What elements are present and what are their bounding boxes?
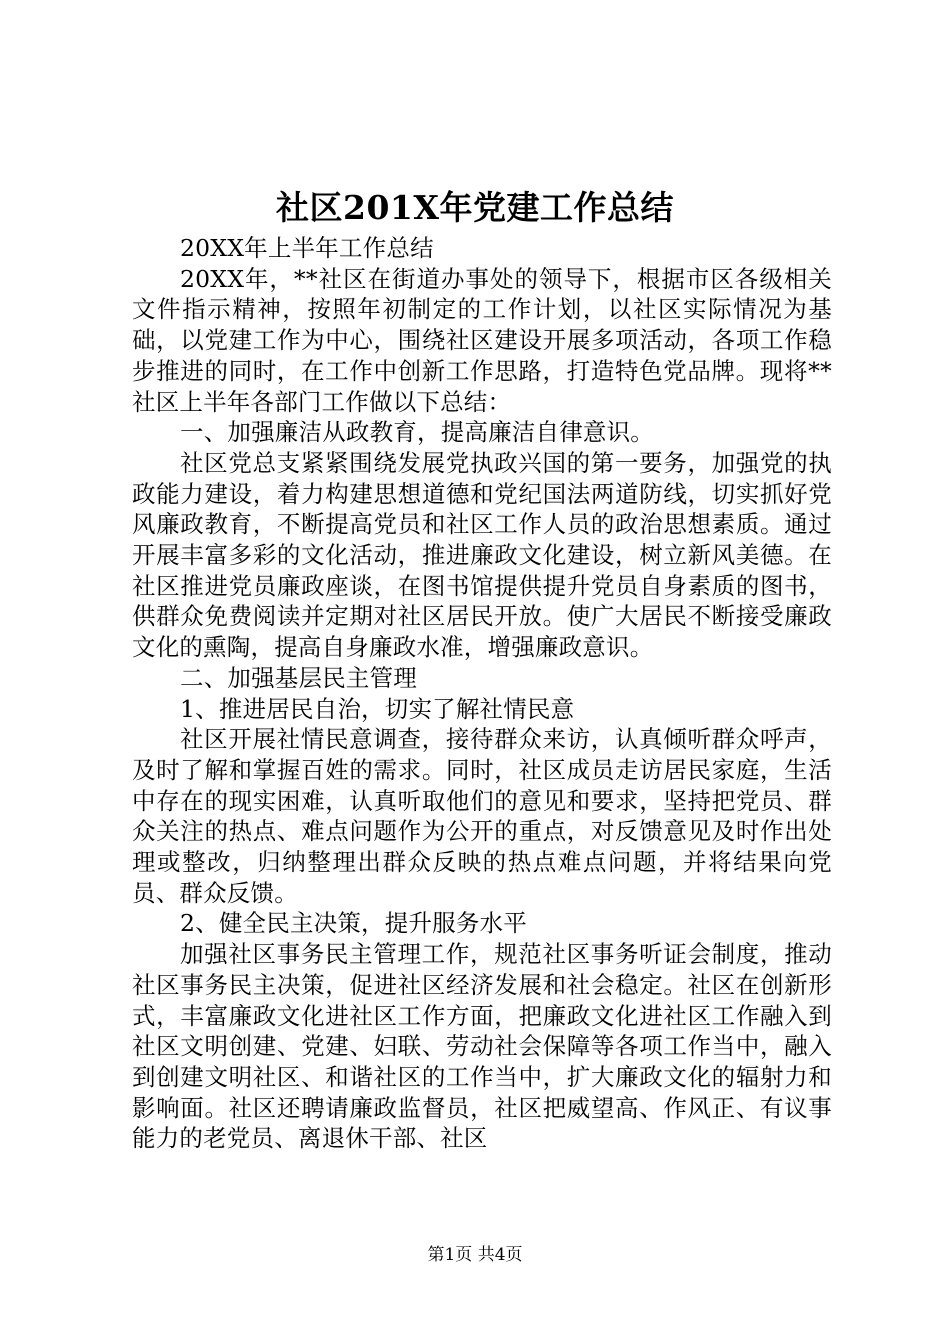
paragraph-intro: 20XX年，**社区在街道办事处的领导下，根据市区各级相关文件指示精神，按照年初制定的工作计划，以社区实际情况为基础，以党建工作为中心，围绕社区建设开展多项活动，各项工作稳步推进的同时，在工作中创新工作思路，打造特色党品牌。现将**社区上半年各部门工作做以下总结：: [132, 264, 832, 416]
document-title: 社区201X年党建工作总结: [276, 188, 674, 227]
paragraph-section-1: 社区党总支紧紧围绕发展党执政兴国的第一要务，加强党的执政能力建设，着力构建思想道德和党纪国法两道防线，切实抓好党风廉政教育，不断提高党员和社区工作人员的政治思想素质。通过开展丰富多彩的文化活动，推进廉政文化建设，树立新风美德。在社区推进党员廉政座谈，在图书馆提供提升党员自身素质的图书，供群众免费阅读并定期对社区居民开放。使广大居民不断接受廉政文化的熏陶，提高自身廉政水准，增强廉政意识。: [132, 448, 832, 662]
paragraph-section-2-2: 加强社区事务民主管理工作，规范社区事务听证会制度，推动社区事务民主决策，促进社区经济发展和社会稳定。社区在创新形式，丰富廉政文化进社区工作方面，把廉政文化进社区工作融入到社区文明创建、党建、妇联、劳动社会保障等各项工作当中，融入到创建文明社区、和谐社区的工作当中，扩大廉政文化的辐射力和影响面。社区还聘请廉政监督员，社区把威望高、作风正、有议事能力的老党员、离退休干部、社区: [132, 940, 832, 1153]
section-heading-2: 二、加强基层民主管理: [180, 663, 417, 692]
section-heading-1: 一、加强廉洁从政教育，提高廉洁自律意识。: [180, 418, 654, 447]
document-body: [132, 233, 832, 1154]
subsection-heading-2-1: 1、推进居民自治，切实了解社情民意: [180, 694, 575, 723]
subsection-heading-2-2: 2、健全民主决策，提升服务水平: [180, 909, 527, 938]
page-footer: 第1页 共4页: [427, 1245, 523, 1265]
paragraph-section-2-1: 社区开展社情民意调查，接待群众来访，认真倾听群众呼声，及时了解和掌握百姓的需求。同时，社区成员走访居民家庭，生活中存在的现实困难，认真听取他们的意见和要求，坚持把党员、群众关注的热点、难点问题作为公开的重点，对反馈意见及时作出处理或整改，归纳整理出群众反映的热点难点问题，并将结果向党员、群众反馈。: [132, 725, 832, 907]
paragraph-subtitle: 20XX年上半年工作总结: [180, 234, 434, 262]
